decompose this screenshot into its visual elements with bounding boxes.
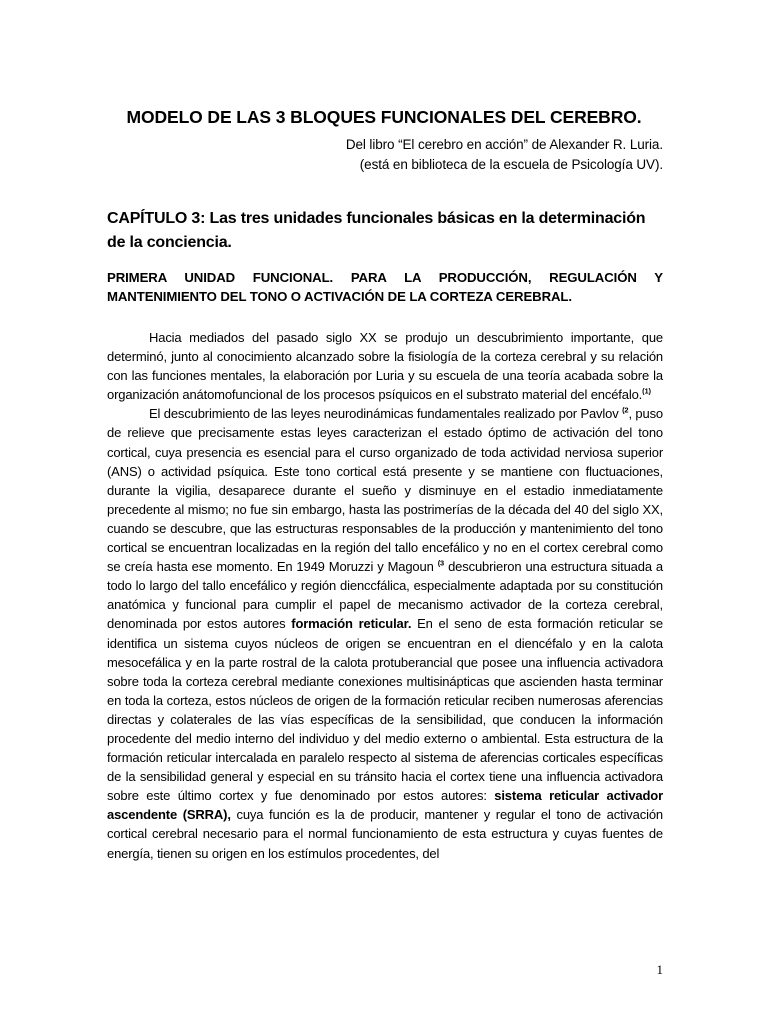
paragraph-1-text: Hacia mediados del pasado siglo XX se produjo un descubrimiento importante, que determinó, junto al conocimiento alcanzado sobre la fisiología de la corteza cerebral y su relación con las funciones mentales, la elaboración por Luria y su escuela de una teoría acabada sobre la organización anátomofuncional de los procesos psíquicos en el substrato material del encéfalo.: [107, 330, 663, 403]
footnote-ref-3: (3: [437, 558, 445, 568]
paragraph-2-text-2: , puso de relieve que precisamente estas leyes caracterizan el estado óptimo de activación del tono cortical, cuya presencia es esencial para el curso organizado de toda actividad nerviosa superior (ANS) o actividad psíquica. Este tono cortical está presente y se mantiene con fluctuaciones, durante la vigilia, desaparece durante el sueño y disminuye en el estadio inmediatamente precedente al mismo; no fue sin embargo, hasta las postrimerías de la década del 40 del siglo XX, cuando se descubre, que las estructuras responsables de la producción y mantenimiento del tono cortical se encuentran localizadas en la región del tallo encefálico y no en el cortex cerebral como se creía hasta ese momento. En 1949 Moruzzi y Magoun: [107, 406, 664, 575]
term-formacion-reticular: formación reticular.: [291, 616, 412, 632]
paragraph-1: [107, 328, 663, 404]
paragraph-2-text-4: En el seno de esta formación reticular se identifica un sistema cuyos núcleos de origen se encuentran en el diencéfalo y en la calota mesocefálica y en la parte rostral de la calota protuberancial que posee una influencia activadora sobre toda la corteza cerebral mediante conexiones multisinápticas que ascienden hasta terminar en toda la corteza, estos núcleos de origen de la formación reticular reciben numerosas aferencias directas y colaterales de las vías específicas de la sensibilidad, que conducen la información procedente del medio interno del individuo y del medio externo o ambiental. Esta estructura de la formación reticular intercalada en paralelo respecto al sistema de aferencias corticales específicas de la sensibilidad general y especial en su tránsito hacia el cortex tiene una influencia activadora sobre este último cortex y fue denominado por estos autores:: [107, 616, 663, 804]
term-srra: sistema reticular activador ascendente (SRRA),: [107, 788, 663, 823]
section-heading: PRIMERA UNIDAD FUNCIONAL. PARA LA PRODUCCIÓN, REGULACIÓN Y MANTENIMIENTO DEL TONO O ACTIVACIÓN DE LA CORTEZA CEREBRAL.: [107, 270, 663, 304]
body-text: [107, 328, 663, 863]
footnote-ref-2: (2: [622, 406, 629, 416]
paragraph-2: [107, 404, 663, 862]
source-citation: [346, 135, 663, 175]
footnote-ref-1: (1): [642, 386, 651, 396]
document-title: MODELO DE LAS 3 BLOQUES FUNCIONALES DEL CEREBRO.: [126, 107, 642, 127]
page-number: 1: [656, 962, 663, 977]
source-line-2: (está en biblioteca de la escuela de Psicología UV).: [359, 157, 663, 172]
paragraph-2-text-5: cuya función es la de producir, mantener y regular el tono de activación cortical cerebral necesario para el normal funcionamiento de esta estructura y cuyas fuentes de energía, tienen su origen en los estímulos procedentes, del: [107, 807, 663, 861]
paragraph-2-text-1: El descubrimiento de las leyes neurodinámicas fundamentales realizado por Pavlov: [149, 406, 623, 422]
source-line-1: Del libro “El cerebro en acción” de Alexander R. Luria.: [345, 137, 663, 152]
paragraph-2-text-3: descubrieron una estructura situada a todo lo largo del tallo encefálico y región dienccfálica, especialmente adaptada por su constitución anatómica y funcional para cumplir el papel de mecanismo activador de la corteza cerebral, denominada por estos autores: [107, 559, 663, 632]
chapter-heading: CAPÍTULO 3: Las tres unidades funcionales básicas en la determinación de la conciencia.: [107, 210, 646, 251]
